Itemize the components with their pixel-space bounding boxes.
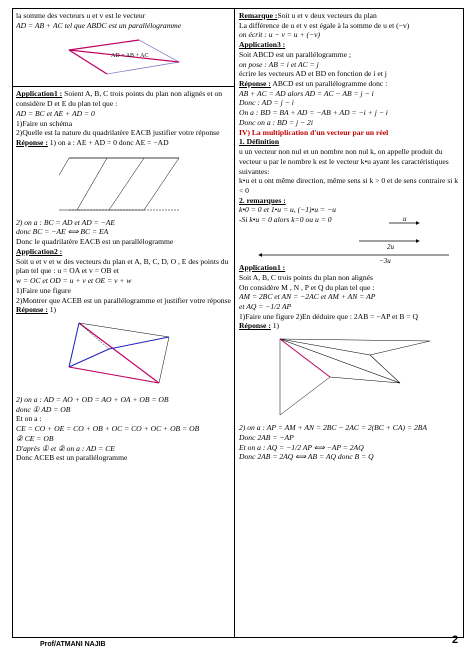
vector-figure-4: [250, 333, 450, 421]
vector-figure-3: [49, 317, 199, 393]
right-column: [236, 9, 463, 637]
application-1-question-2: 2)Quelle est la nature du quadrilatère EACB justifier votre réponse: [16, 128, 220, 138]
left-column: [13, 9, 235, 637]
application-2-question-2: 2)Montrer que ACEB est un parallélogramme et justifier votre réponse: [16, 295, 231, 305]
worksheet-page: [12, 8, 464, 638]
application-4-equation-1: AM = 2BC et AN = −2AC et AM + AN = AP: [239, 292, 376, 302]
step-6: D'après ① et ② on a : AD = CE: [16, 443, 115, 453]
parallelogram-figure-1: [59, 32, 189, 84]
step-3: Et on a :: [16, 414, 42, 424]
remark-title: Remarque :: [239, 11, 278, 20]
result-4: Donc on a : BD = j − 2i: [239, 117, 313, 127]
step-5: ② CE = OB: [16, 433, 54, 443]
application-1-text: Soient A, B, C trois points du plan non alignés et on considère D et E du plan tel que :: [16, 89, 223, 109]
remark-item-1: k•0 = 0 et 1•u = u, (−1)•u = −u: [239, 205, 336, 215]
application-2-text: Soit u et v et w des vecteurs du plan et A, B, C, D, O , E des points du plan tel que : u = OA et v = OB et: [16, 256, 229, 276]
result-3: On a : BD = BA + AD = −AB + AD = −i + j − i: [239, 108, 388, 118]
arrow-u-label: u: [403, 215, 407, 224]
step-4: CE = CO + OE = CO + OB + OC = CO + OC + OB = OB: [16, 424, 200, 434]
step-1: 2) on a : AD = AO + OD = AO + OA + OB = OB: [16, 394, 169, 404]
remark-item-2: -Si k•u = 0 alors k=0 ou u = 0: [239, 215, 332, 225]
application-4-title: Application1 :: [239, 263, 286, 273]
response-2-line-3: Donc le quadrilatère EACB est un parallélogramme: [16, 237, 174, 247]
application-3-question: écrire les vecteurs AD et BD en fonction de i et j: [239, 69, 387, 79]
response-4-label: Réponse :: [239, 79, 271, 89]
definition-text-2: k•u et u ont même direction, même sens si k > 0 et de sens contraire si k < 0: [239, 176, 459, 195]
intro-line-1: la somme des vecteurs u et v est le vecteur: [16, 11, 146, 20]
remark-text: Soit u et v deux vecteurs du plan: [277, 11, 377, 20]
intro-line-2: AD = AB + AC tel que ABDC est un parallélogramme: [16, 20, 182, 30]
page-number: 2: [452, 634, 459, 646]
response-5-text: 1): [270, 321, 280, 331]
remarks-title: 2. remarques :: [239, 195, 286, 205]
result-1: AB + AC = AD alors AD = AC − AB = j − i: [239, 88, 374, 98]
response-2-line-1: 2) on a : BC = AD et AD = −AE: [16, 217, 116, 227]
response-3-label: Réponse :: [16, 305, 48, 315]
application-4-question: 1)Faire une figure 2)En déduire que : 2AB = −AP et B = Q: [239, 311, 418, 321]
section-title: IV) La multiplication d'un vecteur par un réel: [239, 127, 389, 137]
application-3-title: Application3 :: [239, 40, 286, 50]
answer-2: Donc 2AB = −AP: [239, 432, 294, 442]
vector-arrows-svg: [239, 215, 459, 263]
application-1-question-1: 1)Faire un schéma: [16, 118, 73, 128]
remark-line-3: on écrit : u − v = u + (−v): [239, 30, 321, 40]
application-1-equation: AD = BC et AE + AD = 0: [16, 108, 95, 118]
application-3-equation: on pose : AB = i et AC = j: [239, 59, 319, 69]
application-1: [16, 89, 231, 108]
definition-text-1: u un vecteur non nul et un nombre non nul k, on appelle produit du vecteur u par le nombre k est le vecteur k•u ayant les caractéristiques suivantes:: [239, 147, 449, 176]
arrow-2u-label: 2u: [387, 243, 394, 252]
result-2: Donc : AD = j − i: [239, 98, 294, 108]
step-2: donc ① AD = OB: [16, 404, 71, 414]
remark-line-2: La différence de u et v est égale à la somme de u et (−v): [239, 20, 410, 30]
response-1-label: Réponse :: [16, 138, 48, 148]
response-2-line-2: donc BC = −AE ⟺ BC = EA: [16, 227, 109, 237]
footer-author: Prof/ATMANI NAJIB: [40, 641, 106, 648]
answer-3: Et on a : AQ = −1/2 AP ⟺ −AP = 2AQ: [239, 442, 364, 452]
answer-4: Donc 2AB = 2AQ ⟺ AB = AQ donc B = Q: [239, 452, 374, 462]
application-4-text: Soit A, B, C trois points du plan non alignés: [239, 272, 373, 282]
figure-1-label: AD = AB + AC: [110, 53, 148, 60]
arrow-minus-3u-label: −3u: [379, 257, 391, 264]
parallelogram-figure-2: [59, 150, 189, 216]
vector-arrows: [239, 215, 460, 263]
response-4-text: ABCD est un parallélogramme donc :: [270, 79, 388, 89]
application-2-equation: w = OC et OD = u + v et OE = v + w: [16, 276, 132, 286]
response-3-text: 1): [47, 305, 57, 315]
application-3-text: Soit ABCD est un parallélogramme ;: [239, 49, 351, 59]
definition-title: 1. Définition: [239, 137, 280, 147]
answer-1: 2) on a : AP = AM + AN = 2BC − 2AC = 2(BC + CA) = 2BA: [239, 423, 428, 433]
application-2-question-1: 1)Faire une figure: [16, 285, 71, 295]
application-2-title: Application2 :: [16, 246, 63, 256]
application-1-title: Application1 :: [16, 89, 63, 99]
response-1-text: 1) on a : AE + AD = 0 donc AE = −AD: [47, 138, 169, 148]
application-4-text-2: On considère M , N , P et Q du plan tel que :: [239, 282, 375, 292]
response-5-label: Réponse :: [239, 321, 271, 331]
step-7: Donc ACEB est un parallélogramme: [16, 453, 128, 463]
application-4-equation-2: et AQ = −1/2 AP: [239, 301, 292, 311]
